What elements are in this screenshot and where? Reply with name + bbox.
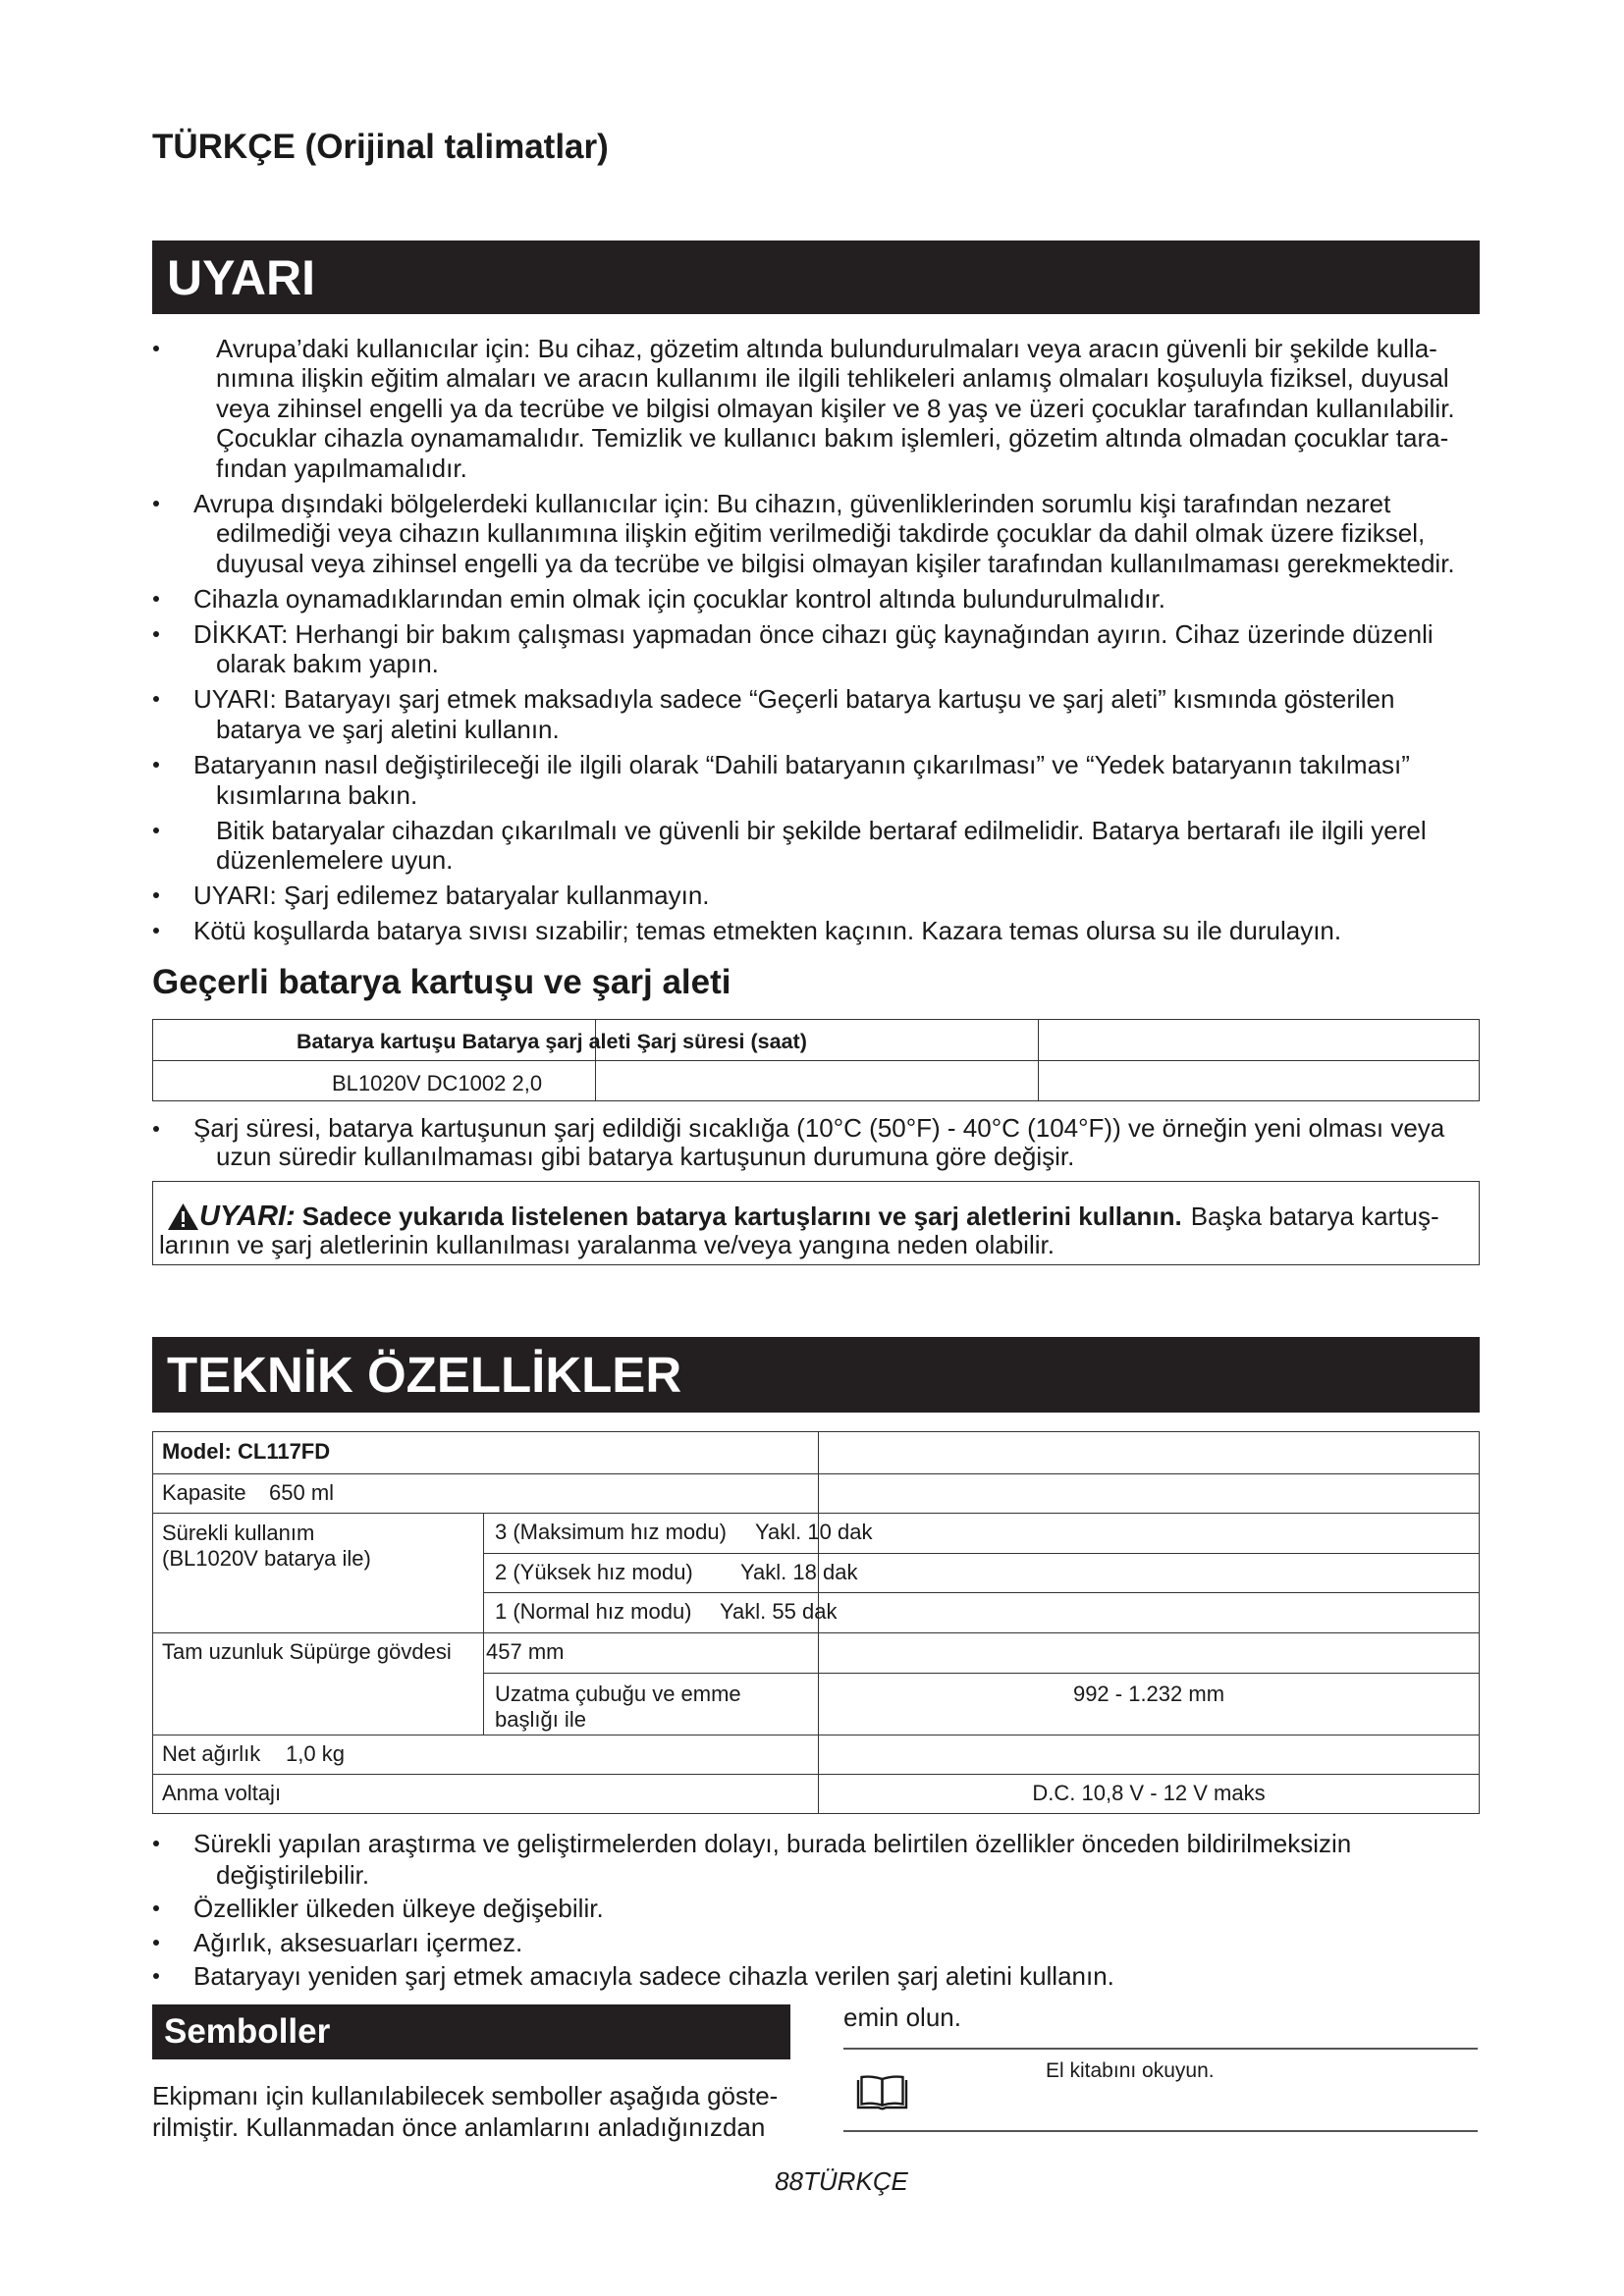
charger-notes	[152, 1114, 1480, 1171]
warning-list	[152, 328, 1480, 946]
table-rule	[483, 1553, 1480, 1555]
list-item-text: olarak bakım yapın.	[216, 649, 439, 679]
spec-mode-label: 1 (Normal hız modu)	[495, 1599, 692, 1624]
warning-banner	[152, 240, 1480, 314]
charger-table-row: BL1020V DC1002 2,0	[332, 1071, 543, 1095]
book-icon	[856, 2074, 908, 2115]
charger-heading: Geçerli batarya kartuşu ve şarj aleti	[152, 963, 731, 1001]
bullet-icon	[153, 1973, 159, 1979]
warning-box	[152, 1181, 1480, 1265]
spec-capacity-label: Kapasite	[162, 1479, 246, 1505]
spec-length-body-value: 457 mm	[486, 1639, 565, 1664]
spec-continuous-label: Sürekli kullanım	[162, 1520, 315, 1545]
list-item	[152, 489, 1480, 579]
bullet-icon	[153, 346, 159, 351]
list-item-text: Çocuklar cihazla oynamamalıdır. Temizlik ve kullanıcı bakım işlemleri, gözetim altında olmadan çocuklar tara-	[216, 423, 1449, 454]
list-item-text: düzenlemelere uyun.	[216, 845, 454, 876]
table-rule	[153, 1473, 1479, 1475]
list-item	[152, 1961, 1480, 1993]
symbols-intro	[152, 2080, 778, 2143]
list-item-text: duyusal veya zihinsel engelli ya da tecrübe ve bilgisi olmayan kişiler tarafından kullanılmaması gerekmektedir.	[216, 548, 1455, 578]
symbols-intro-line: rilmiştir. Kullanmadan önce anlamlarını anladığınızdan	[152, 2112, 766, 2142]
spec-length-label: Tam uzunluk Süpürge gövdesi	[162, 1639, 452, 1664]
bullet-icon	[153, 631, 159, 637]
warning-triangle-icon	[167, 1202, 199, 1231]
table-rule	[153, 1774, 1479, 1776]
spec-model: Model: CL117FD	[162, 1439, 331, 1464]
list-item-text: veya zihinsel engelli ya da tecrübe ve bilgisi olmayan kişiler ve 8 yaş ve üzeri çocuklar tarafından kullanılabilir.	[216, 393, 1455, 423]
spec-continuous-label: (BL1020V batarya ile)	[162, 1545, 371, 1571]
bullet-icon	[153, 1940, 159, 1946]
spec-extension-label: başlığı ile	[495, 1706, 586, 1732]
list-item	[152, 1829, 1480, 1891]
symbol-description: El kitabını okuyun.	[1046, 2059, 1215, 2082]
list-item	[152, 881, 1480, 911]
list-item-text: Ağırlık, aksesuarları içermez.	[193, 1927, 523, 1957]
list-item-text: değiştirilebilir.	[216, 1859, 370, 1890]
table-rule	[1038, 1020, 1040, 1100]
table-rule	[153, 1632, 1479, 1634]
charger-table	[152, 1019, 1480, 1101]
table-rule	[483, 1513, 485, 1735]
list-item-text: edilmediği veya cihazın kullanımına ilişkin eğitim verilmediği takdirde çocuklar da dahil olmak üzere fiziksel,	[216, 518, 1426, 549]
list-item-text: fından yapılmamalıdır.	[216, 453, 467, 483]
list-item-text: Avrupa dışındaki bölgelerdeki kullanıcılar için: Bu cihazın, güvenliklerinden sorumlu kişi tarafından nezaret	[193, 488, 1391, 518]
table-rule	[153, 1735, 1479, 1736]
warning-banner-title: UYARI	[167, 249, 315, 305]
page-footer: 88TÜRKÇE	[775, 2166, 908, 2196]
list-item	[152, 1894, 1480, 1925]
bullet-icon	[153, 501, 159, 507]
list-item	[152, 619, 1480, 679]
spec-mode-time: Yakl. 18 dak	[740, 1559, 858, 1584]
symbol-table-rule	[843, 2130, 1478, 2132]
specs-banner	[152, 1337, 1480, 1413]
warning-box-bold-text: Sadece yukarıda listelenen batarya kartuşlarını ve şarj aletlerini kullanın.	[301, 1201, 1182, 1231]
bullet-icon	[153, 1126, 159, 1132]
spec-mode-time: Yakl. 55 dak	[720, 1599, 838, 1624]
list-item-text: Avrupa’daki kullanıcılar için: Bu cihaz, gözetim altında bulundurulmaları veya aracın güvenli bir şekilde kulla-	[216, 333, 1437, 363]
spec-voltage-label: Anma voltajı	[162, 1781, 282, 1805]
spec-weight-value: 1,0 kg	[286, 1740, 345, 1766]
list-item-text: Kötü koşullarda batarya sıvısı sızabilir; temas etmekten kaçının. Kazara temas olursa su ile durulayın.	[193, 916, 1342, 946]
list-item-text: Bataryayı yeniden şarj etmek amacıyla sadece cihazla verilen şarj aletini kullanın.	[193, 1961, 1114, 1991]
spec-notes	[152, 1826, 1480, 1993]
symbols-intro-continuation: emin olun.	[843, 2002, 961, 2032]
list-item	[152, 816, 1480, 876]
list-item	[152, 684, 1480, 744]
list-item-text: Sürekli yapılan araştırma ve geliştirmelerden dolayı, burada belirtilen özellikler önceden bildirilmeksizin	[193, 1829, 1352, 1858]
symbols-banner	[152, 2004, 790, 2059]
spec-voltage-value: D.C. 10,8 V - 12 V maks	[1032, 1781, 1266, 1805]
list-item-text: UYARI: Bataryayı şarj etmek maksadıyla sadece “Geçerli batarya kartuşu ve şarj aleti” kısmında gösterilen	[193, 684, 1395, 715]
list-item	[152, 1114, 1480, 1171]
spec-mode-label: 2 (Yüksek hız modu)	[495, 1559, 693, 1584]
spec-extension-value: 992 - 1.232 mm	[1072, 1681, 1225, 1706]
list-item-text: Bataryanın nasıl değiştirileceği ile ilgili olarak “Dahili bataryanın çıkarılması” ve “Yedek bataryanın takılması”	[193, 750, 1410, 780]
bullet-icon	[153, 1841, 159, 1846]
spec-mode-label: 3 (Maksimum hız modu)	[495, 1520, 727, 1544]
list-item-text: DİKKAT: Herhangi bir bakım çalışması yapmadan önce cihazı güç kaynağından ayırın. Cihaz üzerinde düzenli	[193, 618, 1434, 649]
bullet-icon	[153, 596, 159, 602]
list-item-text: nımına ilişkin eğitim almaları ve aracın kullanımı ile ilgili tehlikeleri anlamış olmaları koşuluyla fiziksel, duyusal	[216, 363, 1449, 394]
list-item-text: UYARI: Şarj edilemez bataryalar kullanmayın.	[193, 881, 710, 911]
warning-box-text-continued: larının ve şarj aletlerinin kullanılması yaralanma ve/veya yangına neden olabilir.	[159, 1230, 1055, 1259]
warning-box-line	[167, 1201, 1439, 1232]
symbols-intro-line: Ekipmanı için kullanılabilecek semboller aşağıda göste-	[152, 2081, 779, 2110]
symbol-table-rule	[843, 2048, 1478, 2050]
list-item	[152, 1928, 1480, 1959]
spec-mode-time: Yakl. 10 dak	[755, 1520, 873, 1544]
list-item-text: Özellikler ülkeden ülkeye değişebilir.	[193, 1894, 604, 1923]
list-item-text: batarya ve şarj aletini kullanın.	[216, 714, 560, 744]
list-item-text: Cihazla oynamadıklarından emin olmak için çocuklar kontrol altında bulundurulmalıdır.	[193, 583, 1165, 614]
spec-extension-label: Uzatma çubuğu ve emme	[495, 1681, 741, 1706]
warning-box-text: Başka batarya kartuş-	[1190, 1201, 1439, 1231]
list-item-text: Şarj süresi, batarya kartuşunun şarj edildiği sıcaklığa (10°C (50°F) - 40°C (104°F)) ve örneğin yeni olması veya	[193, 1113, 1445, 1143]
spec-table	[152, 1431, 1480, 1814]
charger-table-header: Batarya kartuşu Batarya şarj aleti Şarj süresi (saat)	[297, 1030, 807, 1053]
list-item	[152, 916, 1480, 946]
list-item	[152, 750, 1480, 810]
list-item	[152, 584, 1480, 614]
page-title: TÜRKÇE (Orijinal talimatlar)	[152, 128, 609, 166]
list-item-text: uzun süredir kullanılmaması gibi batarya kartuşunun durumuna göre değişir.	[216, 1142, 1075, 1171]
table-rule	[153, 1060, 1479, 1062]
list-item-text: Bitik bataryalar cihazdan çıkarılmalı ve güvenli bir şekilde bertaraf edilmelidir. Batarya bertarafı ile ilgili yerel	[216, 815, 1427, 845]
list-item	[152, 334, 1480, 484]
list-item-text: kısımlarına bakın.	[216, 779, 418, 810]
table-rule	[483, 1673, 1480, 1675]
spec-capacity-value: 650 ml	[269, 1479, 335, 1505]
warning-box-label: UYARI:	[199, 1201, 296, 1232]
table-rule	[483, 1592, 1480, 1594]
table-rule	[153, 1513, 1479, 1515]
specs-banner-title: TEKNİK ÖZELLİKLER	[167, 1347, 682, 1403]
spec-weight-label: Net ağırlık	[162, 1740, 261, 1766]
symbols-banner-title: Semboller	[164, 2012, 331, 2051]
bullet-icon	[153, 828, 159, 833]
bullet-icon	[153, 1905, 159, 1911]
